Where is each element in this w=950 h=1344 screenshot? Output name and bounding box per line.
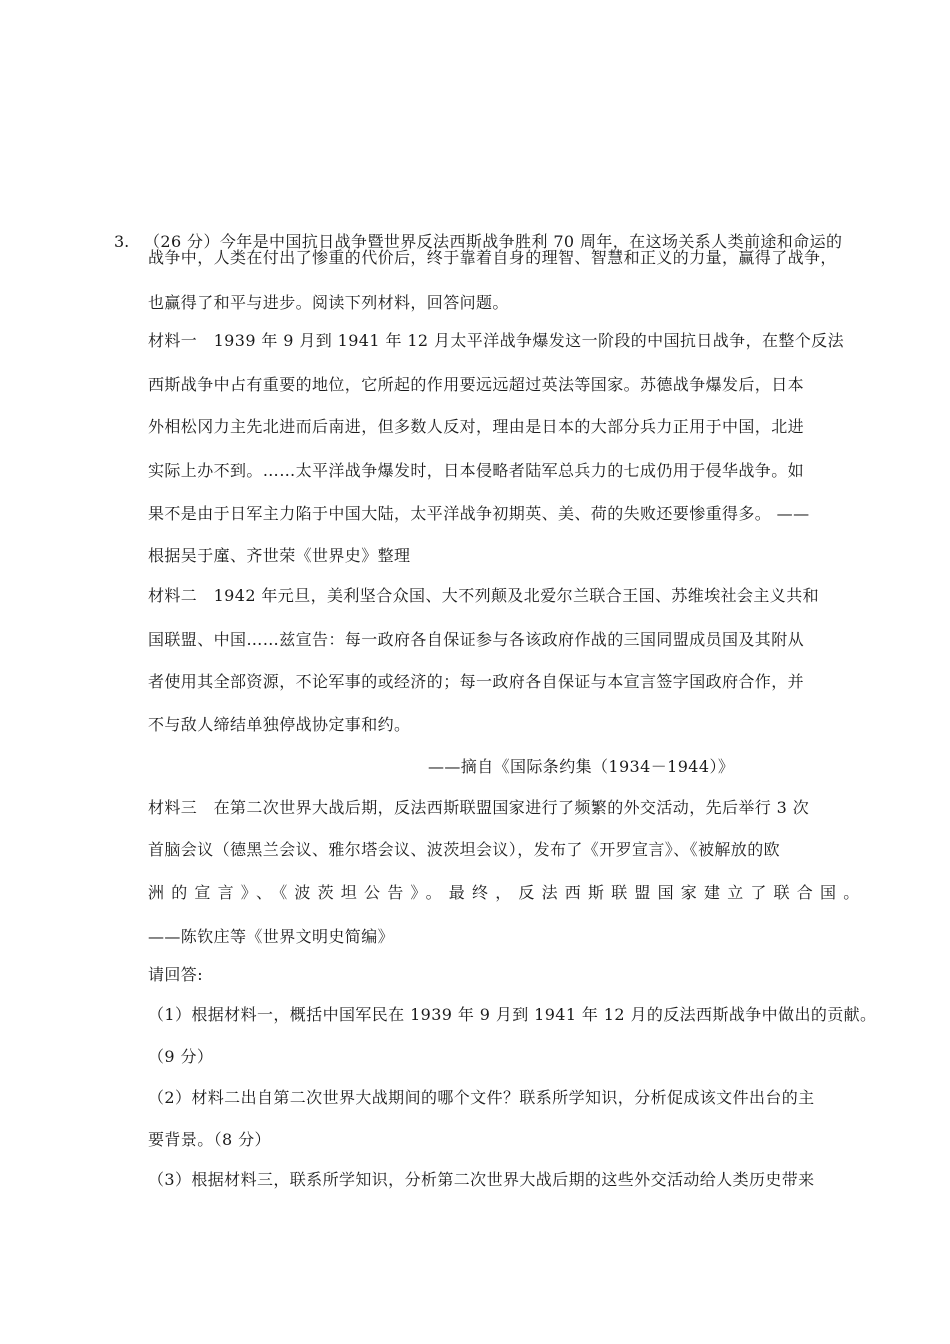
material1-line-1: 材料一 1939 年 9 月到 1941 年 12 月太平洋战争爆发这一阶段的中国抗日战争，在整个反法: [148, 331, 844, 350]
material2-source: ——摘自《国际条约集（1934－1944）》: [428, 757, 735, 776]
material1-source: 根据吴于廑、齐世荣《世界史》整理: [148, 546, 411, 565]
material2-line-2: 国联盟、中国……兹宣告：每一政府各自保证参与各该政府作战的三国同盟成员国及其附从: [148, 630, 805, 649]
material1-line-2: 西斯战争中占有重要的地位，它所起的作用要远远超过英法等国家。苏德战争爆发后，日本: [148, 375, 805, 394]
material3-line-2: 首脑会议（德黑兰会议、雅尔塔会议、波茨坦会议），发布了《开罗宣言》、《被解放的欧: [148, 840, 781, 859]
subquestion-1-line-2: （9 分）: [148, 1047, 214, 1066]
subquestion-3-line-1: （3）根据材料三，联系所学知识，分析第二次世界大战后期的这些外交活动给人类历史带来: [148, 1170, 815, 1189]
question-intro-line-2: 战争中，人类在付出了惨重的代价后，终于靠着自身的理智、智慧和正义的力量，赢得了战争，: [148, 248, 837, 267]
material3-line-3: 洲的宣言》、《波茨坦公告》。最终，反法西斯联盟国家建立了联合国。: [148, 883, 867, 902]
material3-line-1: 材料三 在第二次世界大战后期，反法西斯联盟国家进行了频繁的外交活动，先后举行 3 次: [148, 798, 810, 817]
material1-line-5: 果不是由于日军主力陷于中国大陆，太平洋战争初期英、美、荷的失败还要惨重得多。 ——: [148, 504, 810, 523]
subquestion-1-line-1: （1）根据材料一，概括中国军民在 1939 年 9 月到 1941 年 12 月的反法西斯战争中做出的贡献。: [148, 1005, 877, 1024]
question-intro-line-3: 也赢得了和平与进步。阅读下列材料，回答问题。: [148, 293, 509, 312]
material1-line-4: 实际上办不到。……太平洋战争爆发时，日本侵略者陆军总兵力的七成仍用于侵华战争。如: [148, 461, 805, 480]
material2-line-1: 材料二 1942 年元旦，美利坚合众国、大不列颠及北爱尔兰联合王国、苏维埃社会主义共和: [148, 586, 820, 605]
answer-prompt: 请回答:: [148, 965, 203, 984]
material1-line-3: 外相松冈力主先北进而后南进，但多数人反对，理由是日本的大部分兵力正用于中国，北进: [148, 417, 805, 436]
material2-line-4: 不与敌人缔结单独停战协定事和约。: [148, 715, 411, 734]
material3-source: ——陈钦庄等《世界文明史简编》: [148, 927, 395, 946]
question-intro-line-1: （26 分）今年是中国抗日战争暨世界反法西斯战争胜利 70 周年，在这场关系人类前途和命运的: [144, 232, 843, 251]
subquestion-2-line-2: 要背景。（8 分）: [148, 1130, 271, 1149]
subquestion-2-line-1: （2）材料二出自第二次世界大战期间的哪个文件？联系所学知识，分析促成该文件出台的主: [148, 1088, 815, 1107]
material2-line-3: 者使用其全部资源，不论军事的或经济的；每一政府各自保证与本宣言签字国政府合作，并: [148, 672, 805, 691]
question-number: 3.: [114, 232, 130, 251]
